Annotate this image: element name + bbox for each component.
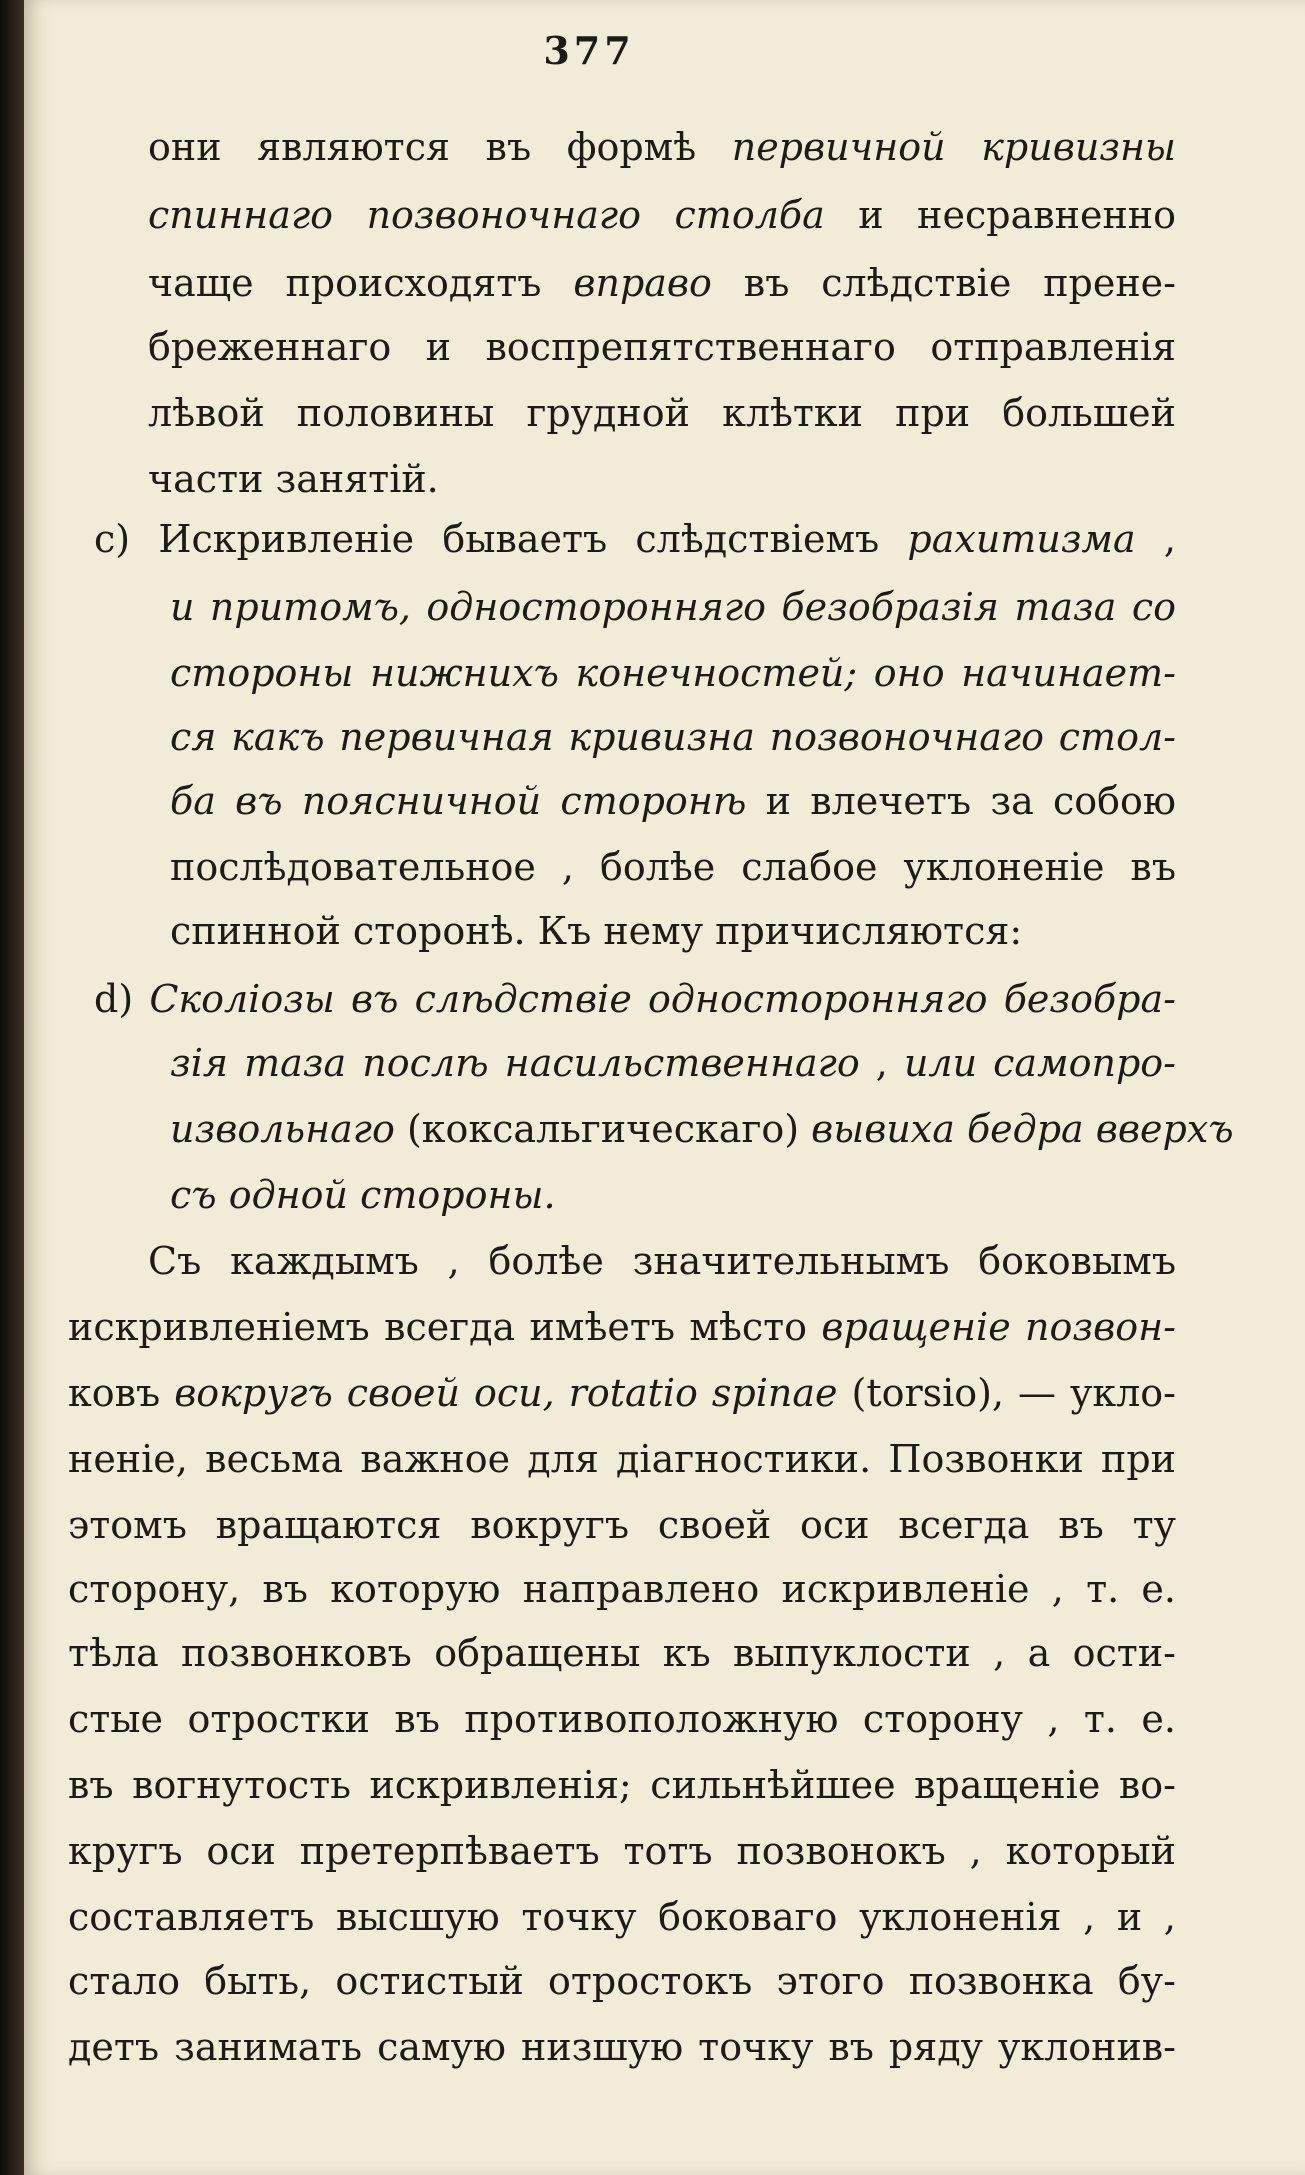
- text-segment: въ вогнутость искривленія; сильнѣйшее вращеніе во-: [68, 1763, 1176, 1807]
- text-line: [148, 186, 1176, 244]
- text-line: [68, 1952, 1176, 2010]
- text-line: [170, 708, 1176, 766]
- text-line: [148, 1232, 1176, 1290]
- text-segment: тѣла позвонковъ обращены къ выпуклости , а ости-: [68, 1631, 1176, 1675]
- italic-text: съ одной стороны.: [170, 1173, 556, 1217]
- text-segment: кругъ оси претерпѣваетъ тотъ позвонокъ , который: [68, 1829, 1176, 1873]
- italic-text: первичной кривизны: [731, 125, 1176, 169]
- text-line: [68, 1822, 1176, 1880]
- italic-text: ба въ поясничной сторонѣ: [170, 779, 747, 823]
- italic-text: или самопро-: [903, 1041, 1176, 1085]
- text-segment: спинной сторонѣ. Къ нему причисляются:: [170, 909, 1023, 953]
- text-segment: детъ занимать самую низшую точку въ ряду уклонив-: [68, 2025, 1176, 2069]
- text-line: [170, 902, 1176, 960]
- italic-text: вращеніе позвон-: [821, 1305, 1176, 1349]
- text-segment: ,: [859, 1041, 904, 1085]
- italic-text: вокругъ своей оси, rotatio spinae: [174, 1371, 838, 1415]
- text-segment: чаще происходятъ: [148, 261, 574, 305]
- text-line: [68, 1496, 1176, 1554]
- italic-text: Сколіозы въ слѣдствіе односторонняго безобра-: [149, 977, 1177, 1021]
- text-segment: c) Искривленіе бываетъ слѣдствіемъ: [94, 517, 908, 561]
- text-segment: (torsio), — укло-: [837, 1371, 1176, 1415]
- text-segment: стые отростки въ противоположную сторону , т. е.: [68, 1697, 1176, 1741]
- italic-text: ся какъ первичная кривизна позвоночнаго стол-: [170, 715, 1176, 759]
- text-segment: составляетъ высшую точку боковаго уклоненія , и ,: [68, 1895, 1176, 1939]
- text-line: [148, 318, 1176, 376]
- text-segment: стало быть, остистый отростокъ этого позвонка бу-: [68, 1959, 1176, 2003]
- text-line: [170, 644, 1176, 702]
- text-line: [68, 1298, 1176, 1356]
- page-number: 377: [543, 28, 635, 73]
- text-line: [68, 2018, 1176, 2076]
- text-segment: лѣвой половины грудной клѣтки при большей: [148, 391, 1176, 435]
- text-segment: бреженнаго и воспрепятственнаго отправленія: [148, 325, 1176, 369]
- italic-text: вывиха бедра вверхъ: [811, 1107, 1234, 1151]
- text-line: [148, 450, 1176, 508]
- text-segment: ковъ: [68, 1371, 175, 1415]
- text-segment: части занятій.: [148, 457, 439, 501]
- italic-text: зія таза послѣ насильственнаго: [170, 1041, 860, 1085]
- text-segment: неніе, весьма важное для діагностики. Позвонки при: [68, 1437, 1176, 1481]
- text-line: [68, 1364, 1176, 1422]
- text-line: [68, 1430, 1176, 1488]
- text-segment: послѣдовательное , болѣе слабое уклоненіе въ: [170, 845, 1176, 889]
- text-line: [68, 1756, 1176, 1814]
- italic-text: рахитизма: [907, 517, 1136, 561]
- italic-text: спиннаго позвоночнаго столба: [148, 193, 825, 237]
- text-line: [170, 1100, 1234, 1158]
- book-page: [24, 0, 1305, 2175]
- text-segment: они являются въ формѣ: [148, 125, 732, 169]
- text-line: [68, 1624, 1176, 1682]
- text-line: [170, 1034, 1176, 1092]
- text-segment: ,: [1135, 517, 1176, 561]
- text-line: [148, 118, 1176, 176]
- italic-text: стороны нижнихъ конечностей; оно начинает-: [170, 651, 1176, 695]
- book-gutter: [0, 0, 24, 2175]
- text-segment: искривленіемъ всегда имѣетъ мѣсто: [68, 1305, 822, 1349]
- text-segment: (коксальгическаго): [394, 1107, 812, 1151]
- text-line: [68, 1560, 1176, 1618]
- text-line: [68, 1888, 1176, 1946]
- text-segment: и влечетъ за собою: [746, 779, 1176, 823]
- text-line: [68, 1690, 1176, 1748]
- text-segment: этомъ вращаются вокругъ своей оси всегда въ ту: [68, 1503, 1176, 1547]
- text-segment: въ слѣдствіе прене-: [711, 261, 1176, 305]
- text-line: [94, 970, 1176, 1028]
- text-line: [148, 254, 1176, 312]
- text-line: [170, 1166, 1176, 1224]
- text-segment: и несравненно: [824, 193, 1176, 237]
- italic-text: вправо: [573, 261, 712, 305]
- italic-text: извольнаго: [170, 1107, 395, 1151]
- text-line: [148, 384, 1176, 442]
- text-line: [170, 578, 1176, 636]
- text-segment: d): [94, 977, 150, 1021]
- text-line: [170, 772, 1176, 830]
- text-segment: сторону, въ которую направлено искривленіе , т. е.: [68, 1567, 1176, 1611]
- text-segment: Съ каждымъ , болѣе значительнымъ боковымъ: [148, 1239, 1176, 1283]
- text-line: [170, 838, 1176, 896]
- italic-text: и притомъ, односторонняго безобразія таза со: [170, 585, 1176, 629]
- text-line: [94, 510, 1176, 568]
